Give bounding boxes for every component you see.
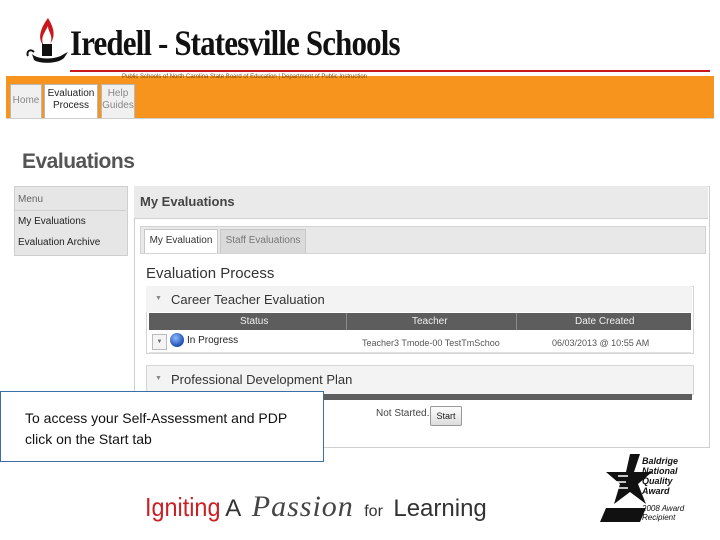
page-title: Evaluations: [22, 150, 135, 173]
collapse-triangle-icon[interactable]: ▼: [155, 295, 162, 302]
row-status: In Progress: [187, 335, 239, 346]
tab-evaluation-process[interactable]: Evaluation Process: [44, 84, 98, 118]
tab-staff-evaluations[interactable]: Staff Evaluations: [220, 229, 306, 253]
menu-header: Menu: [18, 194, 44, 205]
award-text: [642, 456, 678, 496]
award-line: Quality: [642, 476, 673, 486]
tab-help-guides[interactable]: Help Guides: [101, 84, 135, 118]
tab-home[interactable]: Home: [10, 84, 42, 118]
header-divider: [70, 70, 710, 72]
slogan-a: A: [225, 495, 242, 522]
in-progress-status-icon: [170, 333, 184, 347]
award-line: National: [642, 466, 678, 476]
award-year-line: 2008 Award: [642, 504, 685, 513]
slogan-for: for: [364, 503, 383, 520]
award-year: [642, 504, 684, 522]
lamp-logo-icon: [24, 14, 72, 74]
award-line: Award: [642, 486, 670, 496]
panel-title: My Evaluations: [140, 194, 235, 209]
award-year-line: Recipient: [642, 513, 676, 522]
slogan-igniting: Igniting: [145, 492, 221, 522]
slogan: [145, 490, 487, 524]
sidebar-item-my-evaluations[interactable]: My Evaluations: [18, 216, 86, 227]
award-line: Baldrige: [642, 456, 679, 466]
pdp-status: Not Started.: [376, 408, 430, 419]
banner-text: Public Schools of North Carolina State Board of Education | Department of Public Instruction: [122, 74, 368, 80]
sidebar-item-evaluation-archive[interactable]: Evaluation Archive: [18, 237, 101, 248]
row-date-created: 06/03/2013 @ 10:55 AM: [552, 338, 650, 348]
column-header-status: Status: [240, 316, 269, 327]
column-divider: [346, 313, 347, 330]
tab-my-evaluation[interactable]: My Evaluation: [144, 229, 218, 253]
column-header-date-created: Date Created: [575, 316, 635, 327]
row-dropdown-icon[interactable]: ▼: [152, 334, 167, 350]
slogan-learning: Learning: [393, 495, 487, 522]
collapse-triangle-icon[interactable]: ▼: [155, 375, 162, 382]
slogan-passion: Passion: [251, 490, 354, 523]
evaluation-process-title: Evaluation Process: [146, 265, 275, 282]
column-header-teacher: Teacher: [412, 316, 448, 327]
row-teacher: Teacher3 Tmode-00 TestTmSchoo: [362, 338, 500, 348]
career-section-title: Career Teacher Evaluation: [171, 292, 325, 307]
pdp-section-title: Professional Development Plan: [171, 372, 353, 387]
start-button[interactable]: Start: [430, 406, 462, 426]
appbar-divider: [6, 118, 714, 119]
column-divider: [516, 313, 517, 330]
menu-divider: [15, 210, 126, 211]
school-name: Iredell - Statesville Schools: [70, 23, 400, 63]
instruction-callout: To access your Self-Assessment and PDP click on the Start tab: [0, 391, 324, 462]
